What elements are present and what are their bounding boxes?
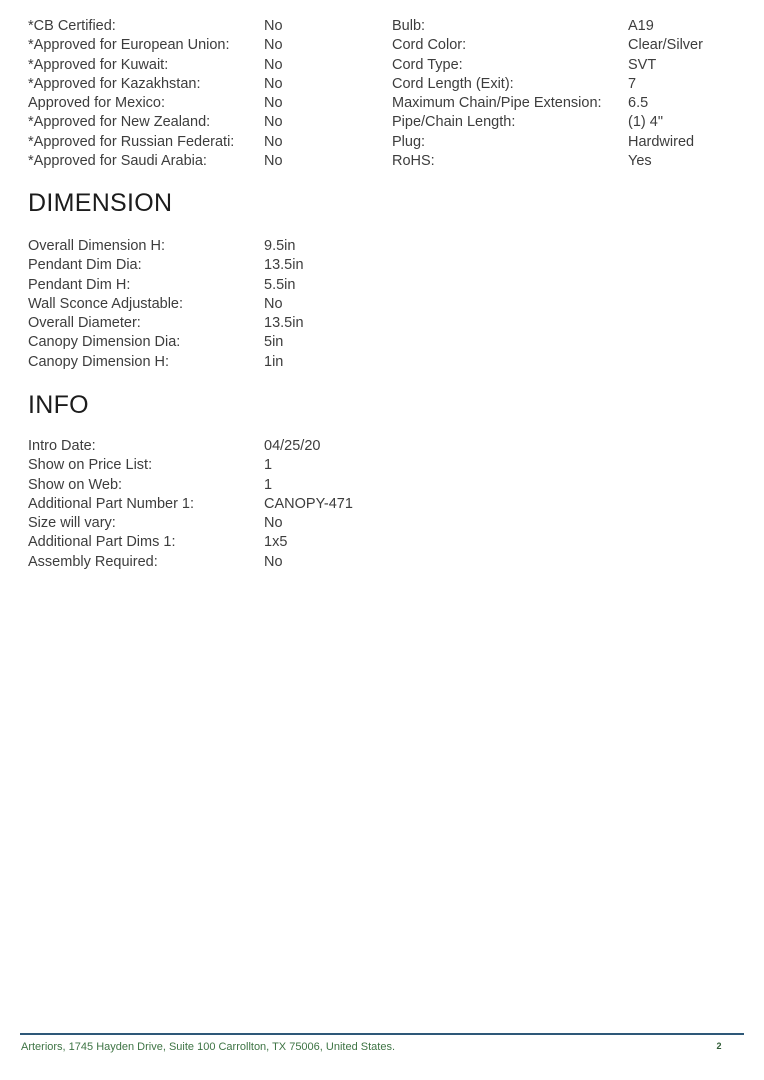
spec-row bbox=[28, 152, 384, 171]
spec-label: Assembly Required: bbox=[28, 553, 158, 570]
spec-row bbox=[28, 75, 384, 94]
spec-value: No bbox=[264, 515, 283, 532]
spec-row bbox=[28, 353, 468, 372]
spec-label: *Approved for Saudi Arabia: bbox=[28, 153, 207, 170]
spec-label: *Approved for Kazakhstan: bbox=[28, 75, 201, 92]
spec-row bbox=[28, 276, 468, 295]
spec-value: 1 bbox=[264, 457, 273, 474]
spec-value: 5.5in bbox=[264, 276, 296, 293]
spec-value: No bbox=[264, 133, 283, 150]
spec-row bbox=[28, 533, 468, 552]
spec-row bbox=[28, 437, 468, 456]
spec-row bbox=[28, 295, 468, 314]
footer-address: Arteriors, 1745 Hayden Drive, Suite 100 Carrollton, TX 75006, United States. bbox=[21, 1041, 395, 1053]
spec-value: 5in bbox=[264, 334, 284, 351]
spec-label: *Approved for European Union: bbox=[28, 37, 230, 54]
spec-row bbox=[28, 476, 468, 495]
spec-value: 1 bbox=[264, 476, 273, 493]
spec-row bbox=[28, 133, 384, 152]
spec-row bbox=[28, 456, 468, 475]
spec-row bbox=[28, 237, 468, 256]
spec-row bbox=[28, 17, 384, 36]
spec-value: 9.5in bbox=[264, 238, 296, 254]
spec-value: CANOPY-471 bbox=[264, 495, 353, 512]
spec-row bbox=[392, 36, 756, 55]
spec-label: Overall Dimension H: bbox=[28, 238, 165, 254]
spec-label: Pendant Dim Dia: bbox=[28, 257, 142, 274]
spec-value: Clear/Silver bbox=[628, 37, 703, 54]
spec-label: Show on Price List: bbox=[28, 457, 153, 474]
spec-row bbox=[392, 17, 756, 36]
spec-row bbox=[28, 333, 468, 352]
spec-column-left bbox=[28, 17, 384, 171]
dimension-section-rows bbox=[28, 237, 468, 372]
spec-value: A19 bbox=[628, 18, 654, 34]
spec-row bbox=[392, 133, 756, 152]
info-section-title: INFO bbox=[28, 391, 89, 419]
spec-label: Cord Color: bbox=[392, 37, 467, 54]
spec-value: Yes bbox=[628, 153, 652, 170]
spec-value: No bbox=[264, 295, 283, 312]
spec-value: 1in bbox=[264, 353, 284, 370]
spec-label: Additional Part Dims 1: bbox=[28, 534, 176, 551]
spec-label: Cord Type: bbox=[392, 56, 463, 73]
spec-row bbox=[392, 113, 756, 132]
spec-row bbox=[28, 553, 468, 572]
spec-row bbox=[392, 75, 756, 94]
spec-label: RoHS: bbox=[392, 153, 435, 170]
spec-value: 7 bbox=[628, 75, 637, 92]
spec-row bbox=[392, 56, 756, 75]
spec-label: *Approved for Russian Federati: bbox=[28, 133, 235, 150]
spec-label: Pipe/Chain Length: bbox=[392, 114, 516, 131]
spec-label: Additional Part Number 1: bbox=[28, 495, 195, 512]
spec-label: Wall Sconce Adjustable: bbox=[28, 295, 184, 312]
spec-value: No bbox=[264, 95, 283, 112]
spec-label: *Approved for Kuwait: bbox=[28, 56, 169, 73]
spec-label: *CB Certified: bbox=[28, 18, 116, 34]
spec-value: No bbox=[264, 75, 283, 92]
info-section-rows bbox=[28, 437, 468, 572]
spec-value: No bbox=[264, 18, 283, 34]
spec-row bbox=[28, 256, 468, 275]
spec-value: No bbox=[264, 553, 283, 570]
spec-label: *Approved for New Zealand: bbox=[28, 114, 211, 131]
spec-value: No bbox=[264, 56, 283, 73]
spec-label: Intro Date: bbox=[28, 438, 96, 454]
spec-label: Approved for Mexico: bbox=[28, 95, 166, 112]
spec-label: Canopy Dimension Dia: bbox=[28, 334, 181, 351]
spec-label: Bulb: bbox=[392, 18, 426, 34]
spec-label: Maximum Chain/Pipe Extension: bbox=[392, 95, 602, 112]
footer-divider bbox=[20, 1033, 744, 1035]
spec-value: No bbox=[264, 114, 283, 131]
spec-value: 13.5in bbox=[264, 315, 304, 332]
spec-row bbox=[28, 94, 384, 113]
spec-value: No bbox=[264, 37, 283, 54]
spec-row bbox=[392, 152, 756, 171]
spec-row bbox=[28, 314, 468, 333]
spec-label: Canopy Dimension H: bbox=[28, 353, 170, 370]
spec-row bbox=[28, 36, 384, 55]
spec-row bbox=[28, 514, 468, 533]
page-number: 2 bbox=[716, 1041, 722, 1051]
spec-value: 6.5 bbox=[628, 95, 649, 112]
spec-column-right bbox=[392, 17, 756, 171]
spec-row bbox=[28, 495, 468, 514]
spec-value: (1) 4" bbox=[628, 114, 663, 131]
spec-row bbox=[392, 94, 756, 113]
dimension-section-title: DIMENSION bbox=[28, 189, 173, 217]
spec-label: Size will vary: bbox=[28, 515, 116, 532]
spec-row bbox=[28, 56, 384, 75]
spec-label: Pendant Dim H: bbox=[28, 276, 131, 293]
spec-value: SVT bbox=[628, 56, 657, 73]
spec-value: Hardwired bbox=[628, 133, 695, 150]
spec-value: 1x5 bbox=[264, 534, 288, 551]
spec-row bbox=[28, 113, 384, 132]
spec-label: Overall Diameter: bbox=[28, 315, 141, 332]
spec-label: Plug: bbox=[392, 133, 426, 150]
spec-value: 04/25/20 bbox=[264, 438, 321, 454]
spec-label: Cord Length (Exit): bbox=[392, 75, 514, 92]
spec-value: 13.5in bbox=[264, 257, 304, 274]
spec-value: No bbox=[264, 153, 283, 170]
spec-label: Show on Web: bbox=[28, 476, 123, 493]
